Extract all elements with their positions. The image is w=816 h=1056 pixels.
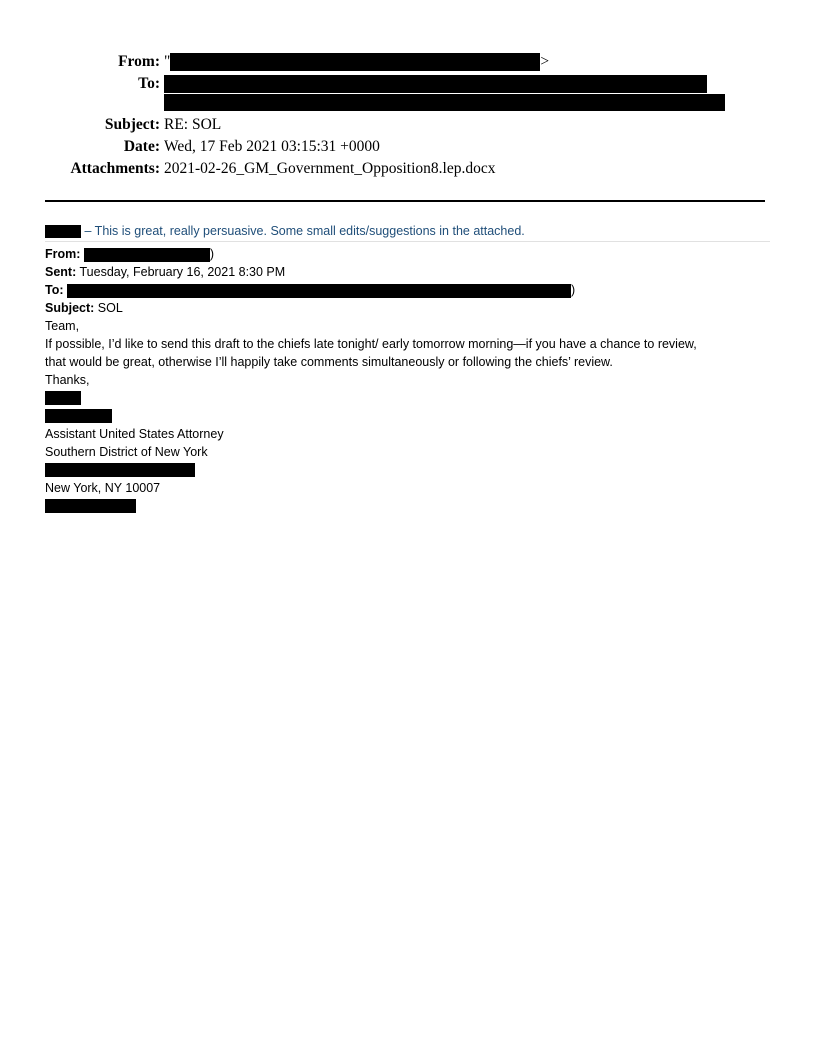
header-attachments-value: 2021-02-26_GM_Government_Opposition8.lep.docx [164, 160, 496, 177]
body-line: Team, [45, 319, 80, 333]
quoted-sent-value: Tuesday, February 16, 2021 8:30 PM [79, 265, 286, 279]
reply-text: – This is great, really persuasive. Some small edits/suggestions in the attached. [84, 224, 525, 238]
header-to-label: To: [138, 75, 160, 92]
header-from-suffix: > [540, 53, 550, 70]
redaction-block [45, 409, 112, 423]
quoted-to-row [45, 281, 575, 299]
header-subject-row [0, 115, 816, 135]
header-subject-label: Subject: [104, 116, 160, 133]
quoted-subject-value: SOL [97, 301, 123, 315]
redaction-block [45, 391, 81, 405]
quoted-to-label: To: [45, 283, 64, 297]
header-from-value [164, 52, 549, 72]
signature-title: Assistant United States Attorney [45, 427, 224, 441]
reply-divider [45, 241, 770, 242]
header-date-row [0, 137, 816, 157]
header-date-label: Date: [123, 138, 160, 155]
header-divider [45, 200, 765, 202]
redaction-block [164, 94, 725, 111]
header-attachments-row [0, 159, 816, 179]
quoted-sent-label: Sent: [45, 265, 77, 279]
quoted-to-suffix: ) [571, 283, 576, 297]
quoted-from-label: From: [45, 247, 81, 261]
header-subject-value: RE: SOL [164, 116, 222, 133]
header-from-label: From: [118, 53, 160, 70]
quoted-subject-label: Subject: [45, 301, 95, 315]
redaction-block [45, 499, 136, 513]
signature-office: Southern District of New York [45, 445, 208, 459]
quoted-subject-row [45, 299, 123, 317]
reply-line [45, 222, 525, 240]
redaction-block [45, 225, 81, 238]
signature-city: New York, NY 10007 [45, 481, 161, 495]
redaction-block [170, 53, 540, 71]
redaction-block [84, 248, 210, 262]
quoted-from-suffix: ) [209, 247, 215, 261]
body-line: that would be great, otherwise I’ll happily take comments simultaneously or following the chiefs’ review. [45, 355, 613, 369]
body-line: Thanks, [45, 373, 90, 387]
header-from-prefix: " [164, 53, 171, 70]
quoted-sent-row [45, 263, 285, 281]
redaction-block [164, 75, 707, 93]
redaction-block [67, 284, 571, 298]
body-line: If possible, I’d like to send this draft to the chiefs late tonight/ early tomorrow morning—if you have a chance to review, [45, 337, 697, 351]
header-date-value: Wed, 17 Feb 2021 03:15:31 +0000 [164, 138, 380, 155]
redaction-block [45, 463, 195, 477]
header-attachments-label: Attachments: [70, 160, 160, 177]
quoted-from-row [45, 245, 214, 263]
header-from-row [0, 52, 816, 72]
